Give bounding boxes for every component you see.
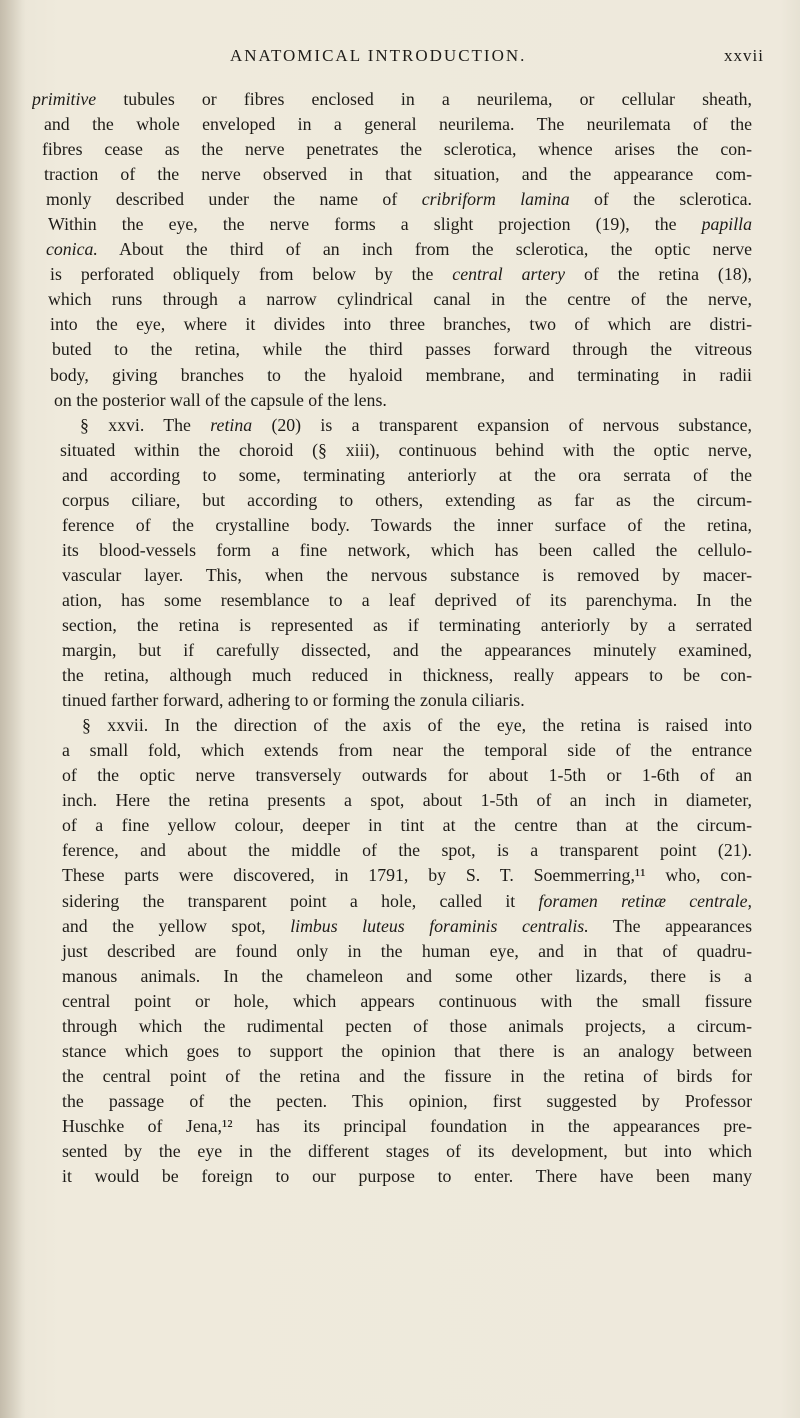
text-line: margin, but if carefully dissected, and the appearances minutely examined, [62,640,752,661]
text-line: on the posterior wall of the capsule of the lens. [54,389,387,410]
text-line: situated within the choroid (§ xiii), continuous behind with the optic nerve, [60,439,752,460]
text-line: is perforated obliquely from below by the central artery of the retina (18), [50,264,752,285]
text-line: § xxvi. The retina (20) is a transparent expansion of nervous substance, [80,414,752,435]
text-line: tinued farther forward, adhering to or forming the zonula ciliaris. [62,690,525,711]
text-line: the central point of the retina and the fissure in the retina of birds for [62,1065,752,1086]
text-line: and the yellow spot, limbus luteus foraminis centralis. The appearances [62,915,752,936]
text-line: of the optic nerve transversely outwards for about 1-5th or 1-6th of an [62,765,752,786]
text-line: sented by the eye in the different stages of its development, but into which [62,1140,752,1161]
text-line: sidering the transparent point a hole, called it foramen retinæ centrale, [62,890,752,911]
text-line: central point or hole, which appears continuous with the small fissure [62,990,752,1011]
text-line: conica. About the third of an inch from the sclerotica, the optic nerve [46,239,752,260]
text-line: which runs through a narrow cylindrical canal in the centre of the nerve, [48,289,752,310]
text-line: just described are found only in the human eye, and in that of quadru- [62,940,752,961]
binding-shadow [0,0,26,1418]
text-line: traction of the nerve observed in that situation, and the appearance com- [44,164,752,185]
text-line: These parts were discovered, in 1791, by S. T. Soemmerring,¹¹ who, con- [62,865,752,886]
text-line: a small fold, which extends from near the temporal side of the entrance [62,740,752,761]
text-line: the retina, although much reduced in thickness, really appears to be con- [62,665,752,686]
text-line: § xxvii. In the direction of the axis of the eye, the retina is raised into [82,715,752,736]
text-line: manous animals. In the chameleon and some other lizards, there is a [62,965,752,986]
text-line: fibres cease as the nerve penetrates the sclerotica, whence arises the con- [42,139,752,160]
body-text [32,87,772,1189]
text-line: Huschke of Jena,¹² has its principal foundation in the appearances pre- [62,1115,752,1136]
text-line: ference of the crystalline body. Towards the inner surface of the retina, [62,514,752,535]
page-number: xxvii [724,46,764,65]
text-line: monly described under the name of cribriform lamina of the sclerotica. [46,189,752,210]
text-line: primitive tubules or fibres enclosed in a neurilema, or cellular sheath, [32,89,752,109]
text-line: into the eye, where it divides into three branches, two of which are distri- [50,314,752,335]
text-line: and according to some, terminating anteriorly at the ora serrata of the [62,464,752,485]
text-line: body, giving branches to the hyaloid membrane, and terminating in radii [50,364,752,385]
page-header [0,46,800,76]
text-line: it would be foreign to our purpose to enter. There have been many [62,1166,752,1187]
text-line: ference, and about the middle of the spot, is a transparent point (21). [62,840,752,861]
text-line: the passage of the pecten. This opinion, first suggested by Professor [62,1090,752,1111]
text-line: section, the retina is represented as if terminating anteriorly by a serrated [62,614,752,635]
text-line: stance which goes to support the opinion that there is an analogy between [62,1040,752,1061]
text-line: buted to the retina, while the third passes forward through the vitreous [52,339,752,360]
text-line: and the whole enveloped in a general neurilema. The neurilemata of the [44,114,752,135]
text-line: through which the rudimental pecten of those animals projects, a circum- [62,1015,752,1036]
text-line: of a fine yellow colour, deeper in tint at the centre than at the circum- [62,815,752,836]
text-line: Within the eye, the nerve forms a slight projection (19), the papilla [48,214,752,235]
text-line: vascular layer. This, when the nervous substance is removed by macer- [62,564,752,585]
text-line: inch. Here the retina presents a spot, about 1-5th of an inch in diameter, [62,790,752,811]
text-line: corpus ciliare, but according to others, extending as far as the circum- [62,489,752,510]
running-head: ANATOMICAL INTRODUCTION. [230,46,527,65]
text-line: ation, has some resemblance to a leaf deprived of its parenchyma. In the [62,589,752,610]
text-line: its blood-vessels form a fine network, which has been called the cellulo- [62,539,752,560]
